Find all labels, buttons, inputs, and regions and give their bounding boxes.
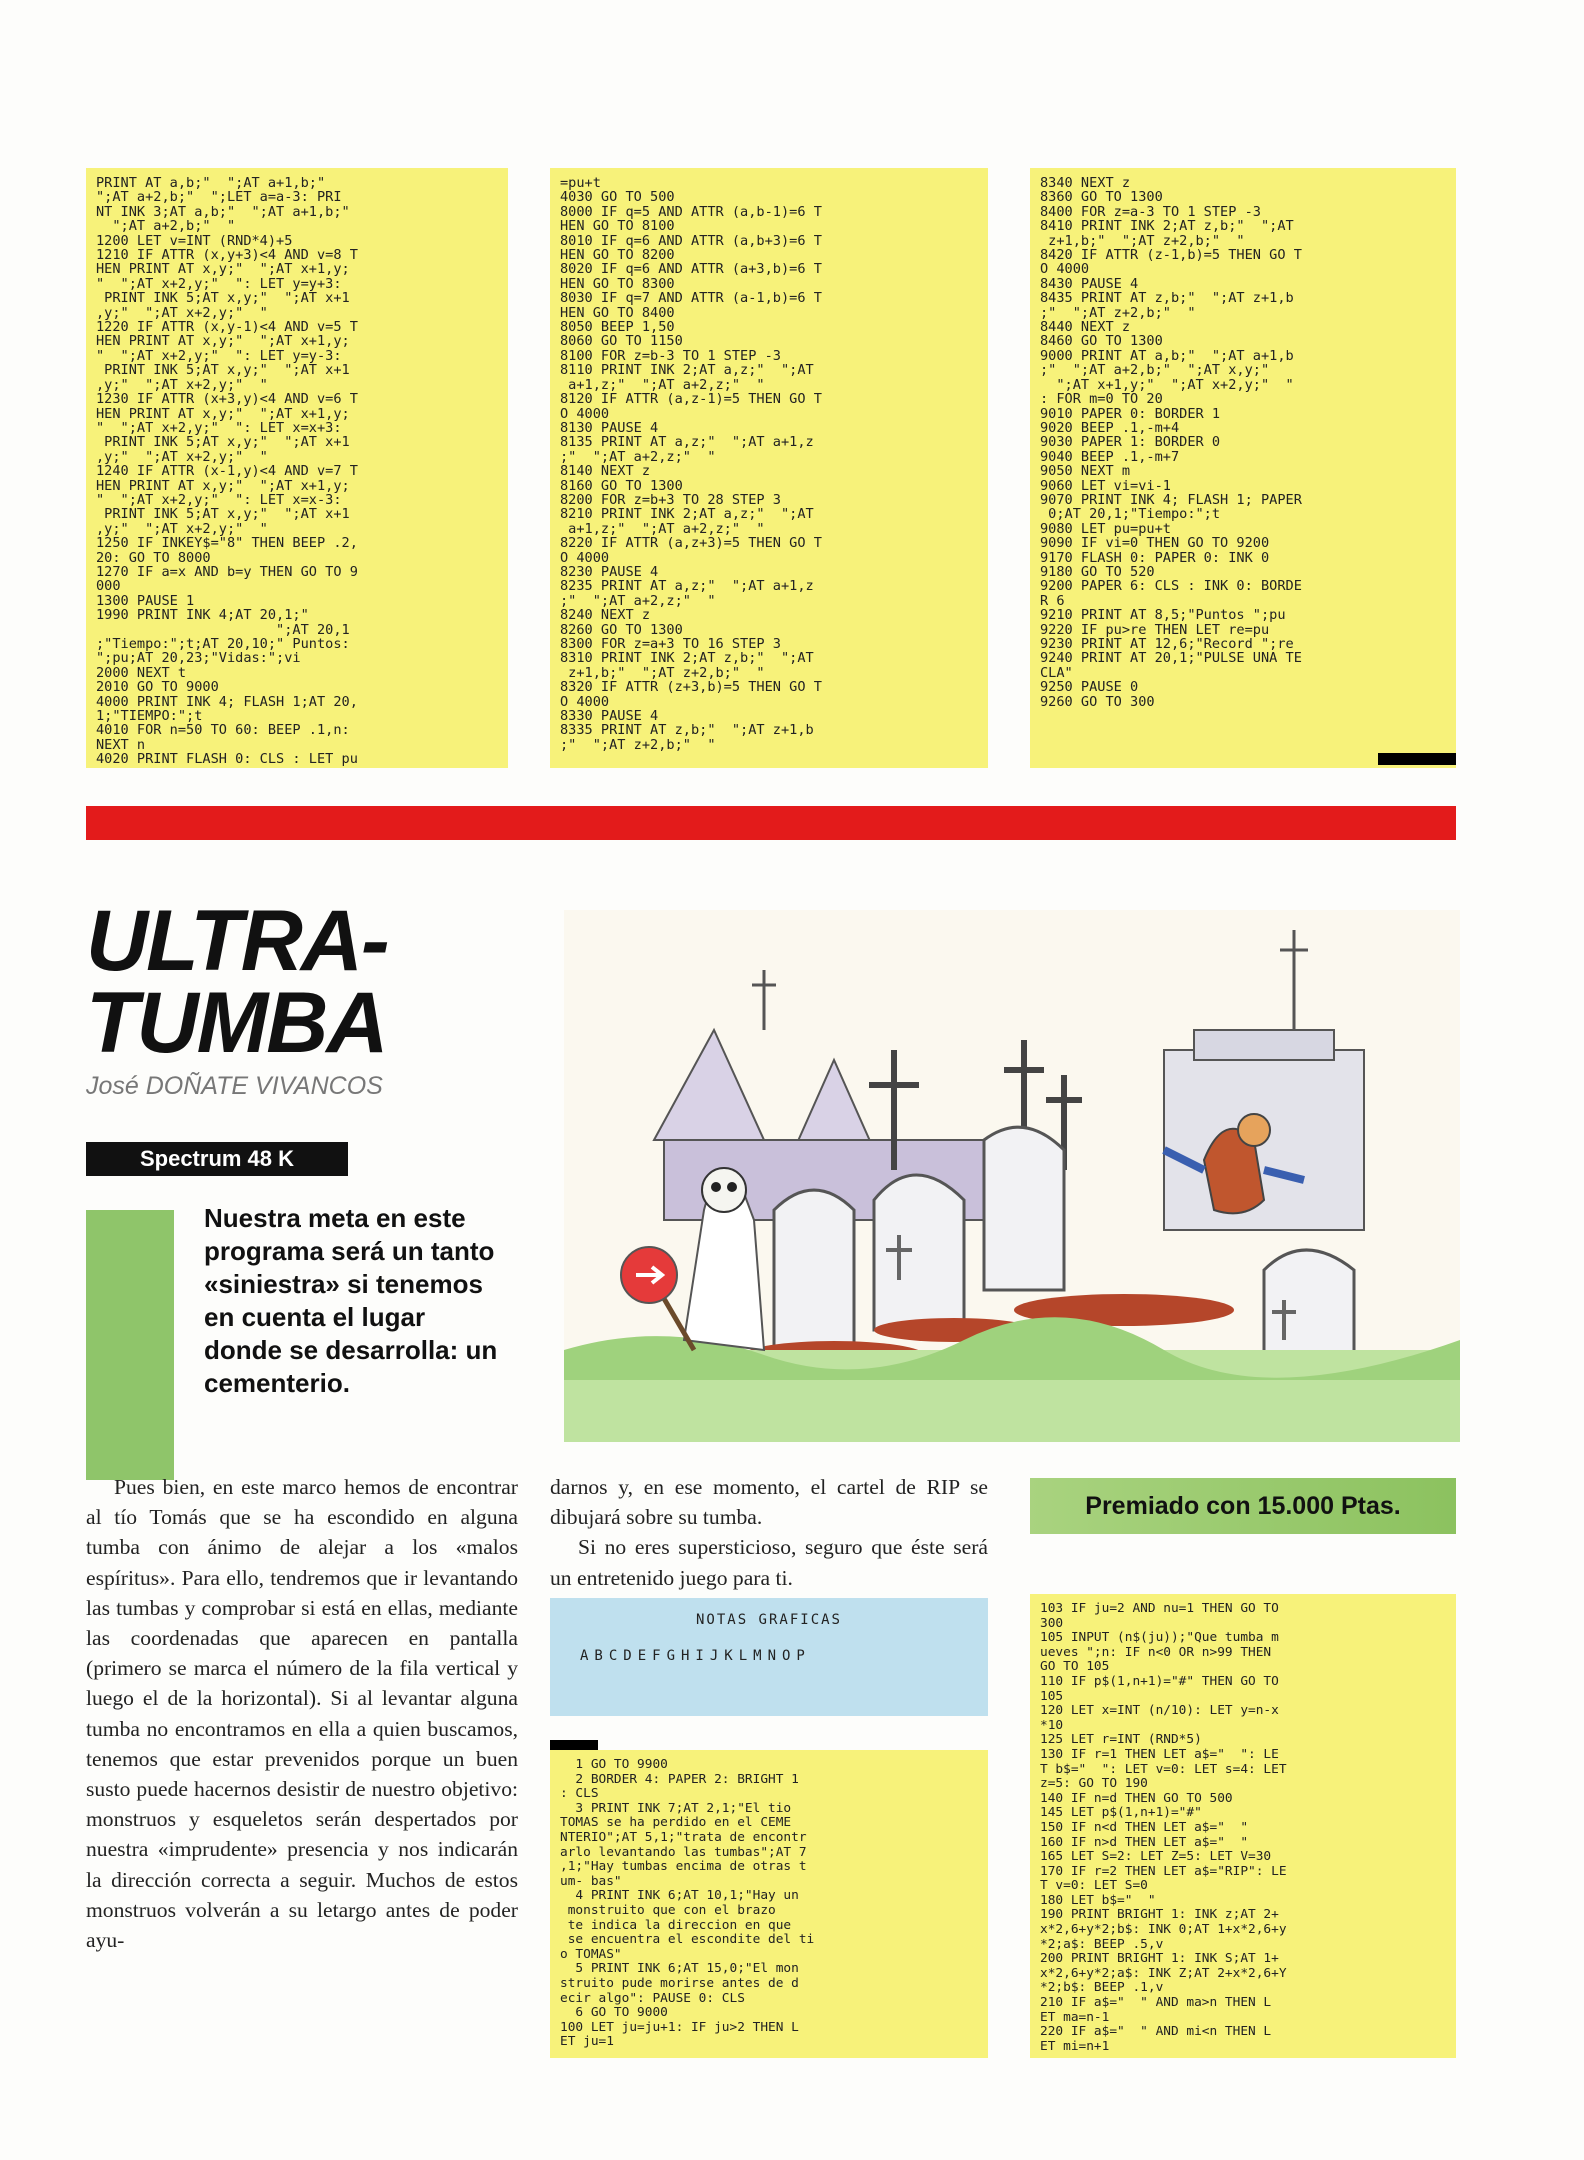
code-line: 8220 IF ATTR (a,z+3)=5 THEN GO T [560, 535, 822, 552]
code-line: HEN PRINT AT x,y;" ";AT x+1,y; [96, 477, 350, 494]
code-line: ET ju=1 [560, 2034, 614, 2050]
code-line: 130 IF r=1 THEN LET a$=" ": LE [1040, 1746, 1279, 1762]
code-line: 8235 PRINT AT a,z;" ";AT a+1,z [560, 578, 814, 595]
code-line: T b$=" ": LET v=0: LET s=4: LET [1040, 1761, 1287, 1777]
code-line: NEXT n [96, 736, 146, 753]
code-listing-5 [1030, 1594, 1456, 2058]
code-line: ecir algo": PAUSE 0: CLS [560, 1990, 745, 2006]
code-line: O 4000 [560, 693, 610, 710]
code-line: 9020 BEEP .1,-m+4 [1040, 419, 1180, 436]
code-line: O 4000 [560, 549, 610, 566]
graveyard-drawing [564, 910, 1460, 1442]
code-line: HEN PRINT AT x,y;" ";AT x+1,y; [96, 333, 350, 350]
code-line: 8460 GO TO 1300 [1040, 333, 1163, 350]
code-line: ";AT a+2,b;" " [96, 218, 236, 235]
code-line: te indica la direccion en que [560, 1917, 792, 1933]
code-listing-1 [86, 168, 508, 768]
code-line: 8240 NEXT z [560, 607, 651, 624]
code-line: ,y;" ";AT x+2,y;" " [96, 376, 268, 393]
code-line: 4010 FOR n=50 TO 60: BEEP .1,n: [96, 722, 350, 739]
code-line: 9010 PAPER 0: BORDER 1 [1040, 405, 1221, 422]
code-line: 8230 PAUSE 4 [560, 563, 659, 580]
code-line: O 4000 [560, 405, 610, 422]
decorative-black-tab [1378, 753, 1456, 765]
code-line: 1250 IF INKEY$="8" THEN BEEP .2, [96, 535, 358, 552]
code-line: *10 [1040, 1717, 1064, 1733]
red-divider-bar [86, 806, 1456, 840]
code-line: 1220 IF ATTR (x,y-1)<4 AND v=5 T [96, 319, 358, 336]
code-line: 8400 FOR z=a-3 TO 1 STEP -3 [1040, 203, 1261, 220]
code-line: " ";AT x+2,y;" ": LET x=x-3: [96, 491, 342, 508]
code-line: 9070 PRINT INK 4; FLASH 1; PAPER [1040, 491, 1302, 508]
code-line: " ";AT x+2,y;" ": LET y=y-3: [96, 347, 342, 364]
code-listing-4 [550, 1750, 988, 2058]
code-line: ;" ";AT a+2,z;" " [560, 448, 716, 465]
code-line: 000 [96, 578, 121, 595]
code-line: 8435 PRINT AT z,b;" ";AT z+1,b [1040, 290, 1294, 307]
code-line: HEN PRINT AT x,y;" ";AT x+1,y; [96, 405, 350, 422]
code-line: CLA" [1040, 664, 1073, 681]
code-line: 8060 GO TO 1150 [560, 333, 683, 350]
code-line: 1230 IF ATTR (x+3,y)<4 AND v=6 T [96, 391, 358, 408]
code-line: ET mi=n+1 [1040, 2038, 1110, 2054]
code-line: 8110 PRINT INK 2;AT a,z;" ";AT [560, 362, 814, 379]
code-line: *2;b$: BEEP .1,v [1040, 1980, 1164, 1996]
code-line: ueves ";n: IF n<0 OR n>99 THEN [1040, 1644, 1272, 1660]
code-line: 4 PRINT INK 6;AT 10,1;"Hay un [560, 1888, 799, 1904]
article-title [86, 893, 388, 1071]
body-column-1 [86, 1472, 518, 1955]
decorative-black-tab-2 [550, 1740, 598, 1750]
body-column-2 [550, 1472, 988, 1593]
code-line: " ";AT x+2,y;" ": LET x=x+3: [96, 419, 342, 436]
code-line: 8430 PAUSE 4 [1040, 275, 1139, 292]
code-line: O 4000 [1040, 261, 1090, 278]
graphic-notes-box [550, 1598, 988, 1716]
code-line: ;"Tiempo:";t;AT 20,10;" Puntos: [96, 636, 350, 652]
code-line: ,y;" ";AT x+2,y;" " [96, 520, 268, 537]
code-line: 8020 IF q=6 AND ATTR (a+3,b)=6 T [560, 261, 822, 278]
code-line: 8030 IF q=7 AND ATTR (a-1,b)=6 T [560, 290, 822, 307]
code-line: HEN GO TO 8100 [560, 218, 675, 235]
title-line-2: TUMBA [86, 975, 387, 1071]
code-line: PRINT INK 5;AT x,y;" ";AT x+1 [96, 290, 350, 307]
code-line: 8340 NEXT z [1040, 175, 1131, 191]
code-line: 2 BORDER 4: PAPER 2: BRIGHT 1 [560, 1771, 799, 1787]
code-line: 6 GO TO 9000 [560, 2005, 668, 2021]
code-line: 150 IF n<d THEN LET a$=" " [1040, 1819, 1249, 1835]
code-line: se encuentra el escondite del ti [560, 1932, 815, 1948]
code-line: =pu+t [560, 175, 601, 191]
code-line: 160 IF n>d THEN LET a$=" " [1040, 1834, 1249, 1850]
code-line: 8360 GO TO 1300 [1040, 189, 1163, 206]
code-line: 220 IF a$=" " AND mi<n THEN L [1040, 2024, 1272, 2040]
code-line: " ";AT x+2,y;" ": LET y=y+3: [96, 275, 342, 292]
code-line: ";AT a+2,b;" ";LET a=a-3: PRI [96, 189, 342, 206]
code-line: 105 [1040, 1688, 1064, 1704]
code-line: 20: GO TO 8000 [96, 549, 211, 566]
author-name: José DOÑATE VIVANCOS [86, 1072, 383, 1100]
code-line: 210 IF a$=" " AND ma>n THEN L [1040, 1995, 1272, 2011]
code-line: ";pu;AT 20,23;"Vidas:";vi [96, 650, 301, 667]
code-line: arlo levantando las tumbas";AT 7 [560, 1844, 807, 1860]
code-line: HEN GO TO 8200 [560, 247, 675, 264]
code-line: : CLS [560, 1786, 599, 1802]
code-line: monstruito que con el brazo [560, 1902, 776, 1918]
title-line-1: ULTRA- [86, 893, 388, 989]
body-paragraph-2: darnos y, en ese momento, el cartel de RIP se dibujará sobre su tumba. [550, 1475, 988, 1530]
code-line: 9240 PRINT AT 20,1;"PULSE UNA TE [1040, 650, 1302, 667]
prize-banner: Premiado con 15.000 Ptas. [1030, 1478, 1456, 1534]
code-line: a+1,z;" ";AT a+2,z;" " [560, 376, 765, 393]
code-line: 8050 BEEP 1,50 [560, 319, 675, 336]
code-line: o TOMAS" [560, 1946, 622, 1962]
code-line: PRINT AT a,b;" ";AT a+1,b;" [96, 175, 326, 191]
code-line: *2;a$: BEEP .5,v [1040, 1936, 1164, 1952]
code-line: 8300 FOR z=a+3 TO 16 STEP 3 [560, 636, 781, 652]
code-line: R 6 [1040, 592, 1065, 609]
code-line: 300 [1040, 1615, 1064, 1631]
code-line: 1990 PRINT INK 4;AT 20,1;" [96, 607, 309, 624]
code-line: 8440 NEXT z [1040, 319, 1131, 336]
code-line: PRINT INK 5;AT x,y;" ";AT x+1 [96, 362, 350, 379]
code-listing-2 [550, 168, 988, 768]
code-line: ;" ";AT a+2,z;" " [560, 592, 716, 609]
code-line: 1240 IF ATTR (x-1,y)<4 AND v=7 T [96, 463, 358, 480]
code-line: 0;AT 20,1;"Tiempo:";t [1040, 506, 1221, 523]
code-line: 8120 IF ATTR (a,z-1)=5 THEN GO T [560, 391, 822, 408]
code-line: x*2,6+y*2;a$: INK Z;AT 2+x*2,6+Y [1040, 1965, 1287, 1981]
lead-paragraph: Nuestra meta en este programa será un tanto «siniestra» si tenemos en cuenta el lugar donde se desarrolla: un cementerio. [204, 1203, 498, 1398]
graveyard-illustration [564, 910, 1460, 1442]
code-line: ";AT 20,1 [96, 621, 350, 638]
code-line: : FOR m=0 TO 20 [1040, 391, 1163, 408]
code-line: PRINT INK 5;AT x,y;" ";AT x+1 [96, 434, 350, 451]
code-line: TOMAS se ha perdido en el CEME [560, 1815, 792, 1831]
code-line: 4020 PRINT FLASH 0: CLS : LET pu [96, 751, 358, 768]
code-line: 100 LET ju=ju+1: IF ju>2 THEN L [560, 2019, 799, 2035]
code-line: 110 IF p$(1,n+1)="#" THEN GO TO [1040, 1673, 1279, 1689]
code-line: ";AT x+1,y;" ";AT x+2,y;" " [1040, 376, 1294, 393]
lead-green-bar [86, 1210, 174, 1480]
code-line: 9200 PAPER 6: CLS : INK 0: BORDE [1040, 578, 1302, 595]
code-line: ,1;"Hay tumbas encima de otras t [560, 1859, 807, 1875]
code-line: 8010 IF q=6 AND ATTR (a,b+3)=6 T [560, 232, 822, 249]
code-line: GO TO 105 [1040, 1659, 1110, 1675]
code-line: 1270 IF a=x AND b=y THEN GO TO 9 [96, 563, 358, 580]
code-line: 9000 PRINT AT a,b;" ";AT a+1,b [1040, 347, 1294, 364]
code-line: 9180 GO TO 520 [1040, 563, 1155, 580]
code-line: 8330 PAUSE 4 [560, 708, 659, 725]
code-line: 9230 PRINT AT 12,6;"Record ";re [1040, 636, 1294, 652]
code-line: ;" ";AT z+2,b;" " [560, 736, 716, 753]
code-line: PRINT INK 5;AT x,y;" ";AT x+1 [96, 506, 350, 523]
code-line: 9090 IF vi=0 THEN GO TO 9200 [1040, 535, 1270, 552]
code-line: 105 INPUT (n$(ju));"Que tumba m [1040, 1630, 1279, 1646]
code-line: ,y;" ";AT x+2,y;" " [96, 448, 268, 465]
body-paragraph-3: Si no eres supersticioso, seguro que éste será un entretenido juego para ti. [550, 1535, 988, 1590]
code-line: 8335 PRINT AT z,b;" ";AT z+1,b [560, 722, 814, 739]
code-line: 1300 PAUSE 1 [96, 592, 195, 609]
code-line: ,y;" ";AT x+2,y;" " [96, 304, 268, 321]
code-line: 8310 PRINT INK 2;AT z,b;" ";AT [560, 650, 814, 667]
code-line: ET ma=n-1 [1040, 2009, 1110, 2025]
code-line: 8420 IF ATTR (z-1,b)=5 THEN GO T [1040, 247, 1302, 264]
graphic-notes-letters: ABCDEFGHIJKLMNOP [580, 1648, 811, 1664]
code-line: 8130 PAUSE 4 [560, 419, 659, 436]
code-line: 9210 PRINT AT 8,5;"Puntos ";pu [1040, 607, 1286, 624]
graphic-notes-title: NOTAS GRAFICAS [695, 1612, 842, 1628]
code-line: ;" ";AT a+2,b;" ";AT x,y;" [1040, 362, 1270, 379]
code-line: 8320 IF ATTR (z+3,b)=5 THEN GO T [560, 679, 822, 696]
code-line: x*2,6+y*2;b$: INK 0;AT 1+x*2,6+y [1040, 1922, 1287, 1938]
code-line: 8135 PRINT AT a,z;" ";AT a+1,z [560, 434, 814, 451]
code-line: struito pude morirse antes de d [560, 1975, 799, 1991]
code-line: HEN GO TO 8400 [560, 304, 675, 321]
code-line: z=5: GO TO 190 [1040, 1776, 1148, 1792]
code-line: 9080 LET pu=pu+t [1040, 520, 1171, 537]
code-line: 120 LET x=INT (n/10): LET y=n-x [1040, 1703, 1279, 1719]
code-line: 140 IF n=d THEN GO TO 500 [1040, 1790, 1233, 1806]
code-line: a+1,z;" ";AT a+2,z;" " [560, 520, 765, 537]
code-line: 170 IF r=2 THEN LET a$="RIP": LE [1040, 1863, 1287, 1879]
code-line: 5 PRINT INK 6;AT 15,0;"El mon [560, 1961, 799, 1977]
code-line: 9250 PAUSE 0 [1040, 679, 1139, 696]
code-line: 9260 GO TO 300 [1040, 693, 1155, 710]
code-line: 4000 PRINT INK 4; FLASH 1;AT 20, [96, 693, 358, 710]
code-line: 200 PRINT BRIGHT 1: INK S;AT 1+ [1040, 1951, 1279, 1967]
code-line: 9050 NEXT m [1040, 463, 1131, 480]
code-line: 8140 NEXT z [560, 463, 651, 480]
code-line: 3 PRINT INK 7;AT 2,1;"El tio [560, 1800, 792, 1816]
code-line: 1;"TIEMPO:";t [96, 708, 203, 725]
code-line: 145 LET p$(1,n+1)="#" [1040, 1805, 1202, 1821]
code-line: HEN PRINT AT x,y;" ";AT x+1,y; [96, 261, 350, 278]
code-line: 1210 IF ATTR (x,y+3)<4 AND v=8 T [96, 247, 358, 264]
code-line: 1200 LET v=INT (RND*4)+5 [96, 232, 293, 249]
code-line: z+1,b;" ";AT z+2,b;" " [560, 664, 765, 681]
code-line: 190 PRINT BRIGHT 1: INK z;AT 2+ [1040, 1907, 1279, 1923]
code-line: 2000 NEXT t [96, 664, 187, 681]
code-line: 9220 IF pu>re THEN LET re=pu [1040, 621, 1270, 638]
code-listing-3 [1030, 168, 1456, 768]
code-line: 125 LET r=INT (RND*5) [1040, 1732, 1202, 1748]
code-line: 8210 PRINT INK 2;AT a,z;" ";AT [560, 506, 814, 523]
code-line: 165 LET S=2: LET Z=5: LET V=30 [1040, 1849, 1272, 1865]
code-line: 180 LET b$=" " [1040, 1892, 1156, 1908]
code-line: 9030 PAPER 1: BORDER 0 [1040, 434, 1221, 451]
code-line: NT INK 3;AT a,b;" ";AT a+1,b;" [96, 203, 350, 220]
code-line: 8160 GO TO 1300 [560, 477, 683, 494]
code-line: um- bas" [560, 1873, 622, 1889]
machine-tag: Spectrum 48 K [86, 1142, 348, 1176]
code-line: 8200 FOR z=b+3 TO 28 STEP 3 [560, 491, 781, 508]
body-paragraph-1: Pues bien, en este marco hemos de encontrar al tío Tomás que se ha escondido en alguna tumba con ánimo de alejar a los «malos espíritus». Para ello, tendremos que ir levantando las tumbas y comprobar si está en ellas, mediante las coordenadas que aparecen en pantalla (primero se marca el número de la fila vertical y luego el de la horizontal). Si al levantar alguna tumba no encontramos en ella a quien buscamos, tenemos que estar prevenidos porque un buen susto puede hacernos desistir de nuestro objetivo: monstruos y esqueletos serán despertados por nuestra «imprudente» presencia y nos indicarán la dirección correcta a seguir. Muchos de estos monstruos volverán a su letargo antes de poder ayu- [86, 1475, 518, 1953]
code-line: T v=0: LET S=0 [1040, 1878, 1148, 1894]
code-line: z+1,b;" ";AT z+2,b;" " [1040, 232, 1245, 249]
code-line: 2010 GO TO 9000 [96, 679, 219, 696]
code-line: 8000 IF q=5 AND ATTR (a,b-1)=6 T [560, 203, 822, 220]
code-line: ;" ";AT z+2,b;" " [1040, 304, 1196, 321]
code-line: 8410 PRINT INK 2;AT z,b;" ";AT [1040, 218, 1294, 235]
code-line: 9170 FLASH 0: PAPER 0: INK 0 [1040, 549, 1270, 566]
code-line: 8100 FOR z=b-3 TO 1 STEP -3 [560, 347, 781, 364]
code-line: 4030 GO TO 500 [560, 189, 675, 206]
code-line: 103 IF ju=2 AND nu=1 THEN GO TO [1040, 1601, 1279, 1616]
code-line: NTERIO";AT 5,1;"trata de encontr [560, 1829, 807, 1845]
code-line: 9040 BEEP .1,-m+7 [1040, 448, 1180, 465]
code-line: 9060 LET vi=vi-1 [1040, 477, 1171, 494]
code-line: 8260 GO TO 1300 [560, 621, 683, 638]
code-line: 1 GO TO 9900 [560, 1757, 668, 1772]
code-line: HEN GO TO 8300 [560, 275, 675, 292]
